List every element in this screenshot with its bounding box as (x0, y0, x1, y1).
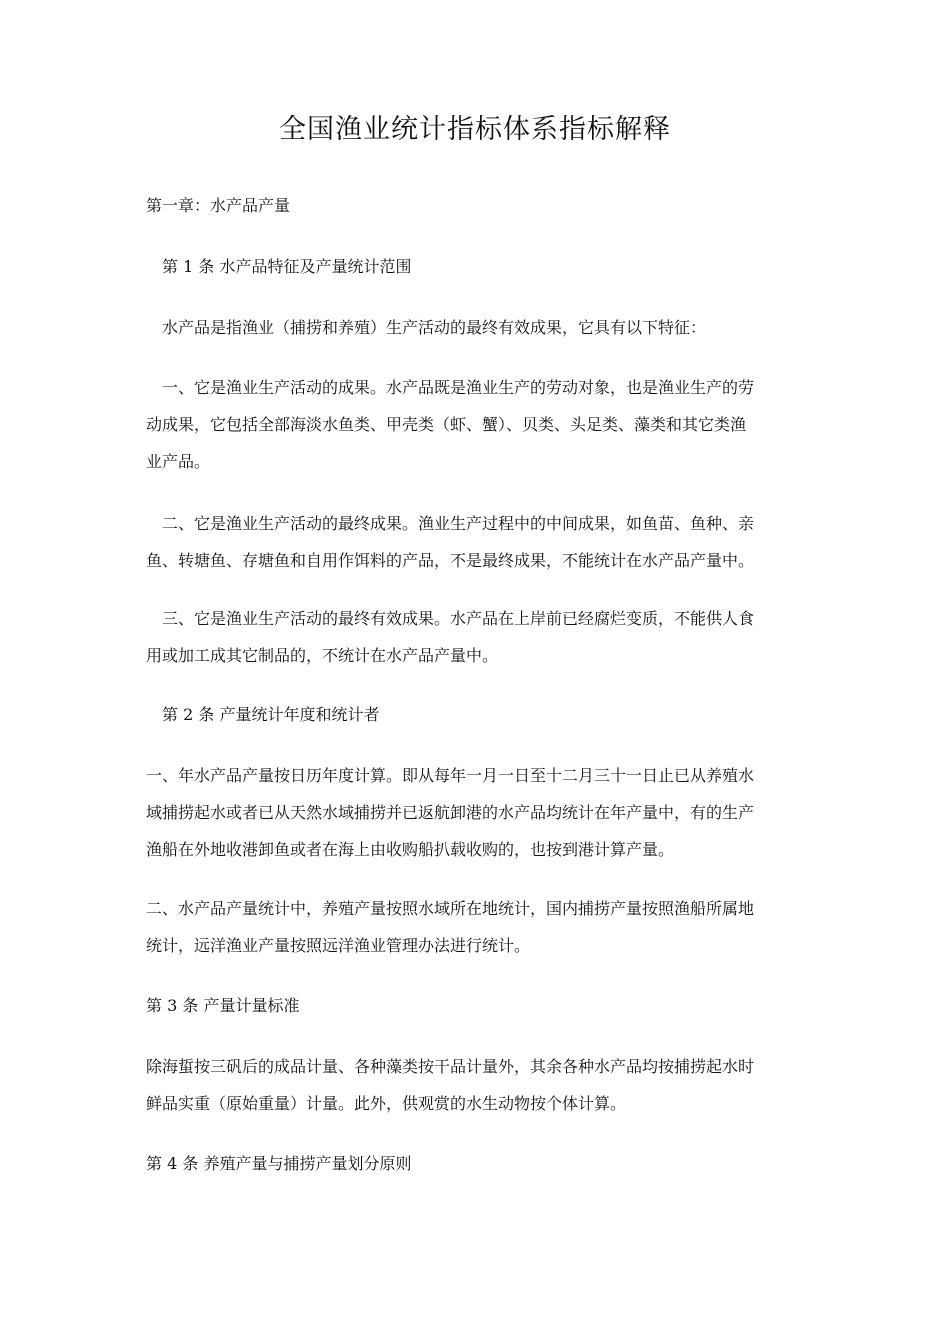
article-3-heading: 第 3 条 产量计量标准 (146, 996, 300, 1015)
article-1-heading: 第 1 条 水产品特征及产量统计范围 (162, 257, 412, 276)
document-title: 全国渔业统计指标体系指标解释 (279, 114, 671, 145)
paragraph-line: 鱼、转塘鱼、存塘鱼和自用作饵料的产品，不是最终成果，不能统计在水产品产量中。 (146, 551, 755, 570)
paragraph-line: 一、年水产品产量按日历年度计算。即从每年一月一日至十二月三十一日止已从养殖水 (146, 766, 755, 785)
paragraph-line: 除海蜇按三矾后的成品计量、各种藻类按干品计量外，其余各种水产品均按捕捞起水时 (146, 1057, 755, 1076)
article-4-heading: 第 4 条 养殖产量与捕捞产量划分原则 (146, 1154, 412, 1173)
paragraph-line: 业产品。 (146, 452, 211, 471)
paragraph-line: 一、它是渔业生产活动的成果。水产品既是渔业生产的劳动对象，也是渔业生产的劳 (162, 378, 755, 397)
paragraph-line: 二、水产品产量统计中，养殖产量按照水域所在地统计，国内捕捞产量按照渔船所属地 (146, 899, 755, 918)
paragraph-line: 域捕捞起水或者已从天然水域捕捞并已返航卸港的水产品均统计在年产量中，有的生产 (146, 803, 755, 822)
paragraph-line: 鲜品实重（原始重量）计量。此外，供观赏的水生动物按个体计算。 (146, 1094, 627, 1113)
paragraph-line: 二、它是渔业生产活动的最终成果。渔业生产过程中的中间成果，如鱼苗、鱼种、亲 (162, 514, 755, 533)
paragraph-line: 动成果，它包括全部海淡水鱼类、甲壳类（虾、蟹）、贝类、头足类、藻类和其它类渔 (146, 415, 747, 434)
article-1-intro: 水产品是指渔业（捕捞和养殖）生产活动的最终有效成果，它具有以下特征： (162, 318, 707, 337)
paragraph-line: 用或加工成其它制品的，不统计在水产品产量中。 (146, 646, 499, 665)
article-2-heading: 第 2 条 产量统计年度和统计者 (162, 705, 380, 724)
paragraph-line: 渔船在外地收港卸鱼或者在海上由收购船扒载收购的，也按到港计算产量。 (146, 840, 675, 859)
paragraph-line: 统计，远洋渔业产量按照远洋渔业管理办法进行统计。 (146, 936, 531, 955)
paragraph-line: 三、它是渔业生产活动的最终有效成果。水产品在上岸前已经腐烂变质，不能供人食 (162, 609, 755, 628)
chapter-heading: 第一章：水产品产量 (146, 196, 291, 215)
